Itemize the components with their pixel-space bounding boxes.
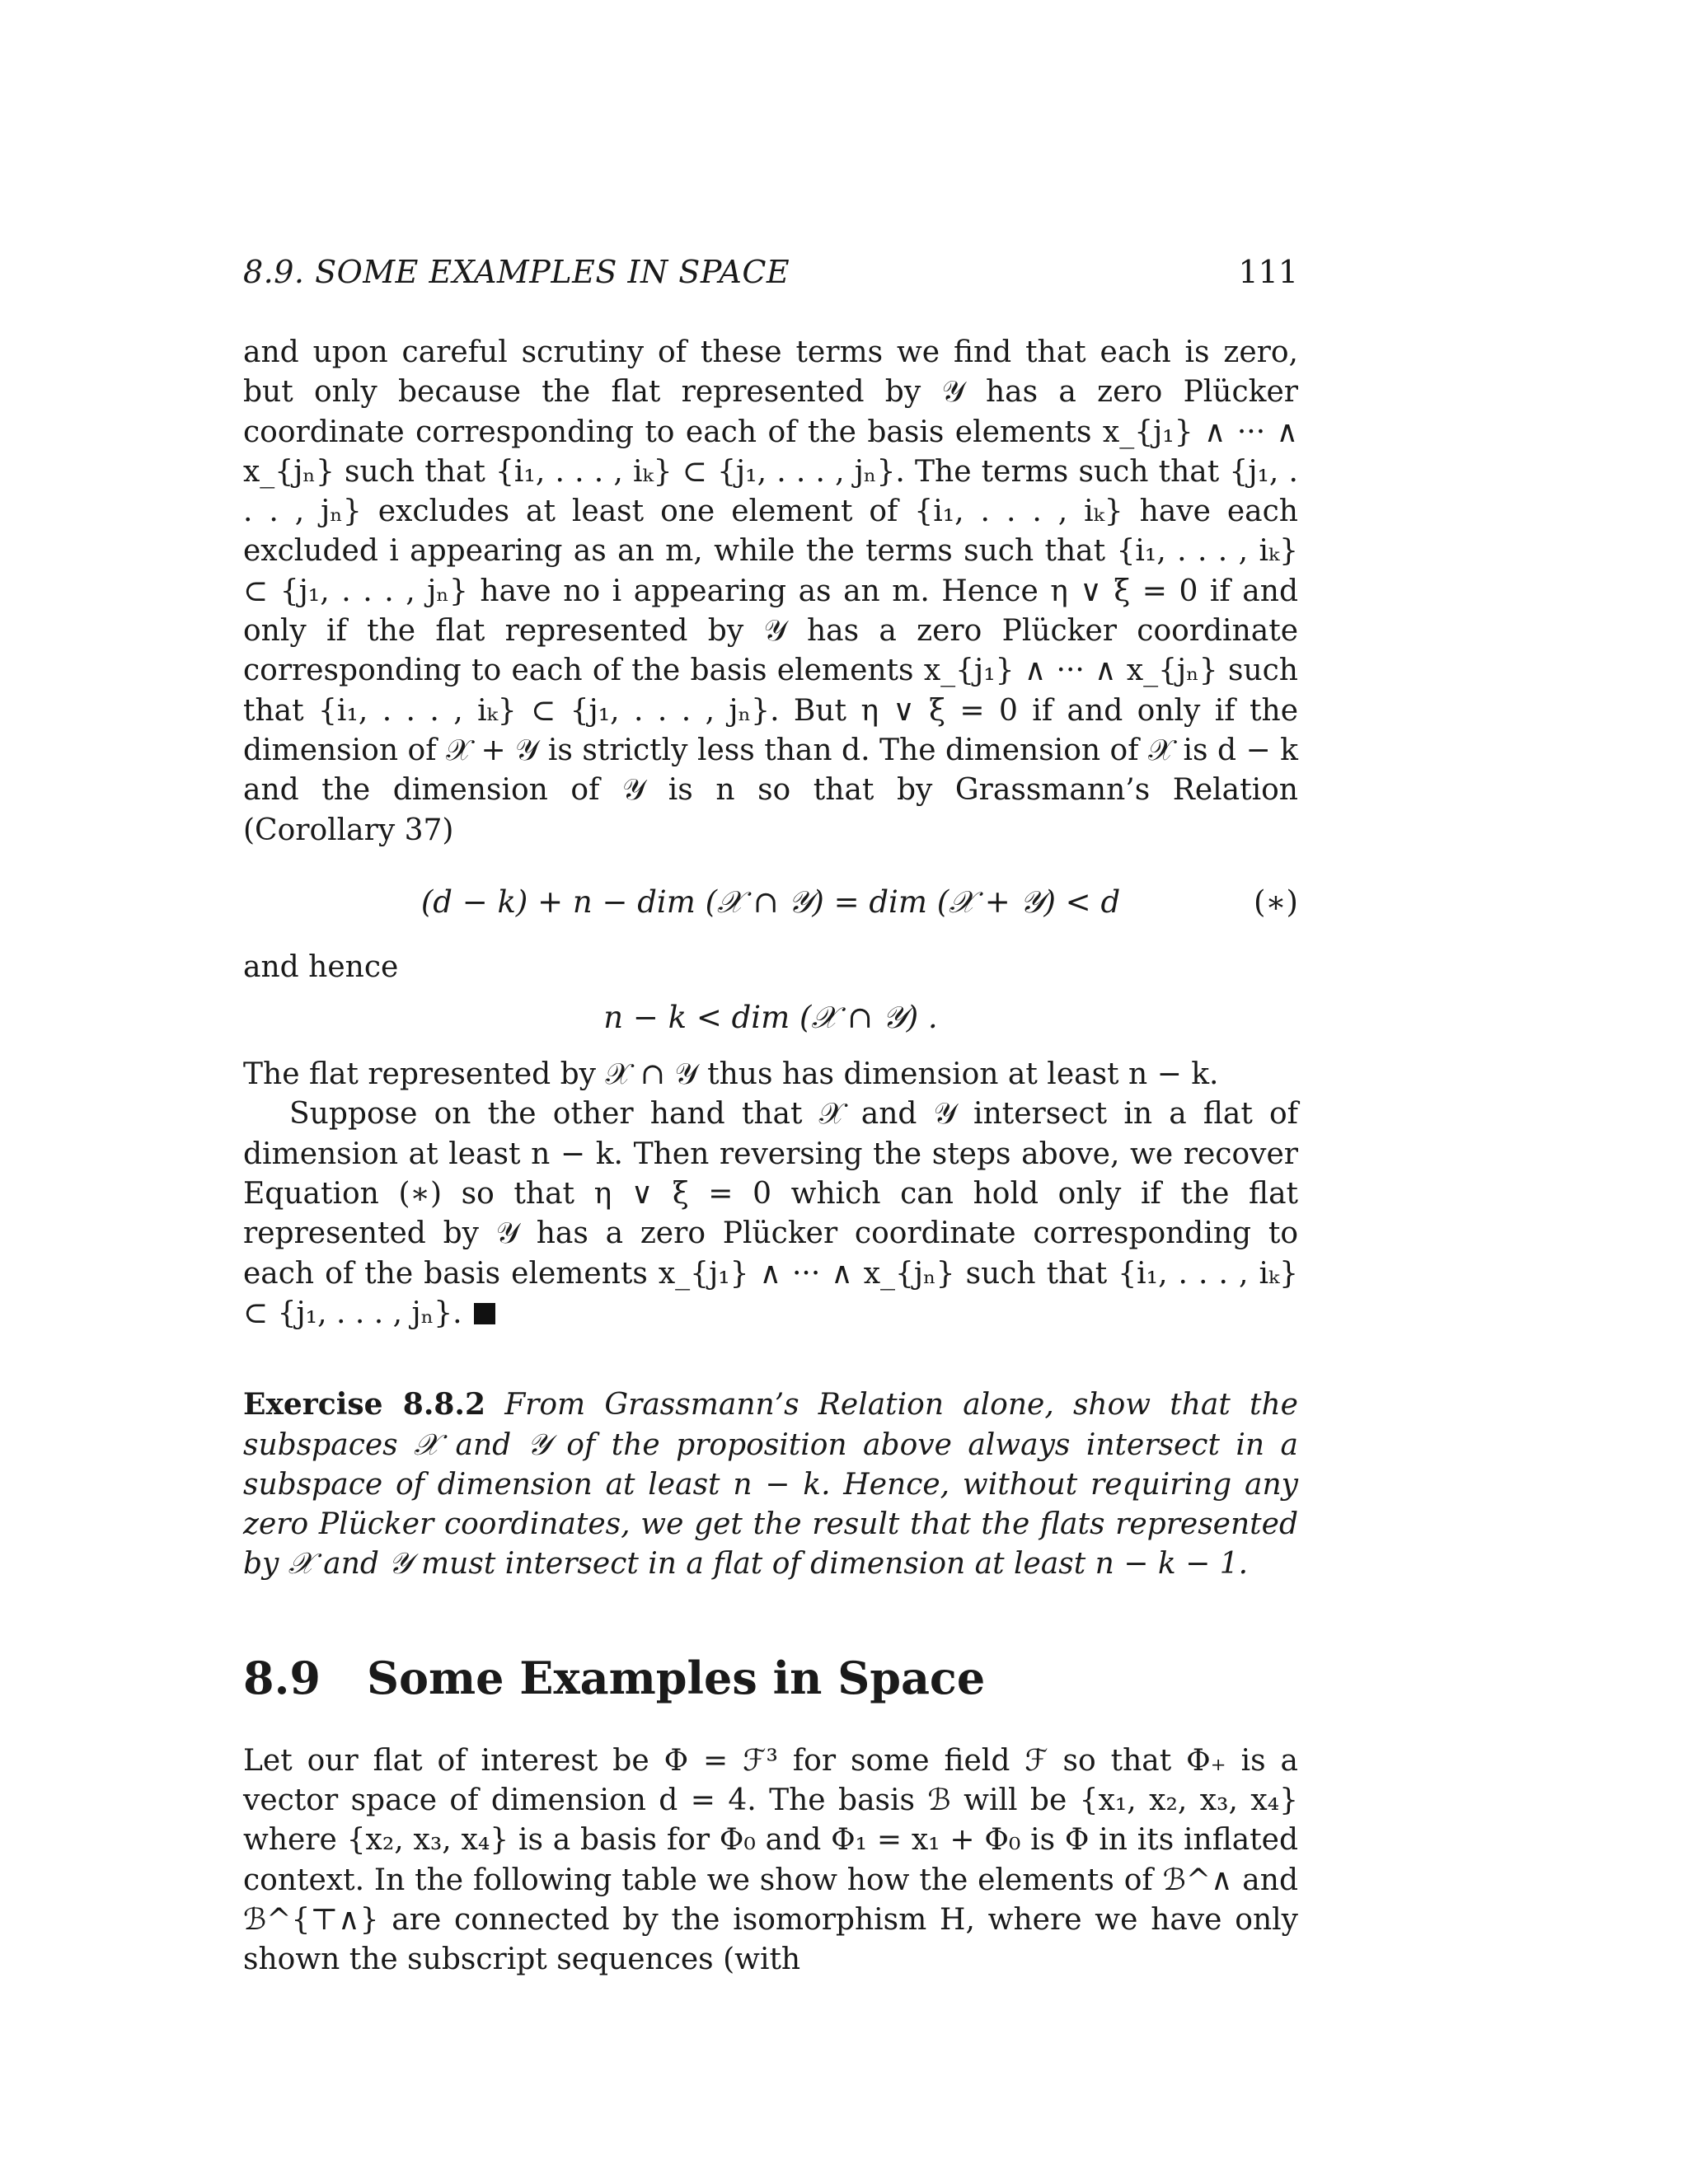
equation-text: (d − k) + n − dim (𝒳 ∩ 𝒴) = dim (𝒳 + 𝒴) < d	[420, 883, 1121, 920]
display-equation-inequality	[243, 987, 1298, 1048]
running-header	[243, 247, 1298, 297]
document-page	[243, 247, 1298, 1980]
display-equation-star	[243, 872, 1298, 933]
exercise-text: From Grassmann’s Relation alone, show that the subspaces 𝒳 and 𝒴 of the proposition above always intersect in a subspace of dimension at least n − k. Hence, without requiring any zero Plücker coordinates, we get the result that the flats represented by 𝒳 and 𝒴 must intersect in a flat of dimension at least n − k − 1.	[243, 1388, 1298, 1582]
paragraph-3-text: Suppose on the other hand that 𝒳 and 𝒴 intersect in a flat of dimension at least n − k. Then reversing the steps above, we recover Equation (∗) so that η ∨ ξ = 0 which can hold only if the flat represented by 𝒴 has a zero Plücker coordinate corresponding to each of the basis elements x_{j₁} ∧ ··· ∧ x_{jₙ} such that {i₁, . . . , iₖ} ⊂ {j₁, . . . , jₙ}.	[243, 1097, 1298, 1330]
page-number: 111	[1238, 254, 1298, 290]
qed-square-icon	[474, 1303, 495, 1324]
and-hence-text: and hence	[243, 949, 399, 984]
section-paragraph: Let our flat of interest be Φ = ℱ³ for some field ℱ so that Φ₊ is a vector space of dimension d = 4. The basis ℬ will be {x₁, x₂, x₃, x₄} where {x₂, x₃, x₄} is a basis for Φ₀ and Φ₁ = x₁ + Φ₀ is Φ in its inflated context. In the following table we show how the elements of ℬ^∧ and ℬ^{⊤∧} are connected by the isomorphism H, where we have only shown the subscript sequences (with	[243, 1743, 1298, 1977]
body-paragraph-3	[243, 1094, 1298, 1333]
equation-text: n − k < dim (𝒳 ∩ 𝒴) .	[603, 1000, 938, 1036]
body-paragraph-2: The flat represented by 𝒳 ∩ 𝒴 thus has dimension at least n − k.	[243, 1057, 1219, 1092]
exercise-label: Exercise 8.8.2	[243, 1387, 486, 1422]
section-heading	[243, 1649, 1298, 1707]
section-number: 8.9	[243, 1651, 321, 1704]
body-paragraph-1: and upon careful scrutiny of these terms we find that each is zero, but only because the flat represented by 𝒴 has a zero Plücker coordinate corresponding to each of the basis elements x_{j₁} ∧ ··· ∧ x_{jₙ} such that {i₁, . . . , iₖ} ⊂ {j₁, . . . , jₙ}. The terms such that {j₁, . . . , jₙ} excludes at least one element of {i₁, . . . , iₖ} have each excluded i appearing as an m, while the terms such that {i₁, . . . , iₖ} ⊂ {j₁, . . . , jₙ} have no i appearing as an m. Hence η ∨ ξ = 0 if and only if the flat represented by 𝒴 has a zero Plücker coordinate corresponding to each of the basis elements x_{j₁} ∧ ··· ∧ x_{jₙ} such that {i₁, . . . , iₖ} ⊂ {j₁, . . . , jₙ}. But η ∨ ξ = 0 if and only if the dimension of 𝒳 + 𝒴 is strictly less than d. The dimension of 𝒳 is d − k and the dimension of 𝒴 is n so that by Grassmann’s Relation (Corollary 37)	[243, 335, 1298, 847]
equation-tag: (∗)	[1253, 883, 1298, 920]
running-title: 8.9. SOME EXAMPLES IN SPACE	[243, 254, 790, 290]
section-title: Some Examples in Space	[367, 1651, 986, 1704]
exercise-block	[243, 1385, 1298, 1584]
